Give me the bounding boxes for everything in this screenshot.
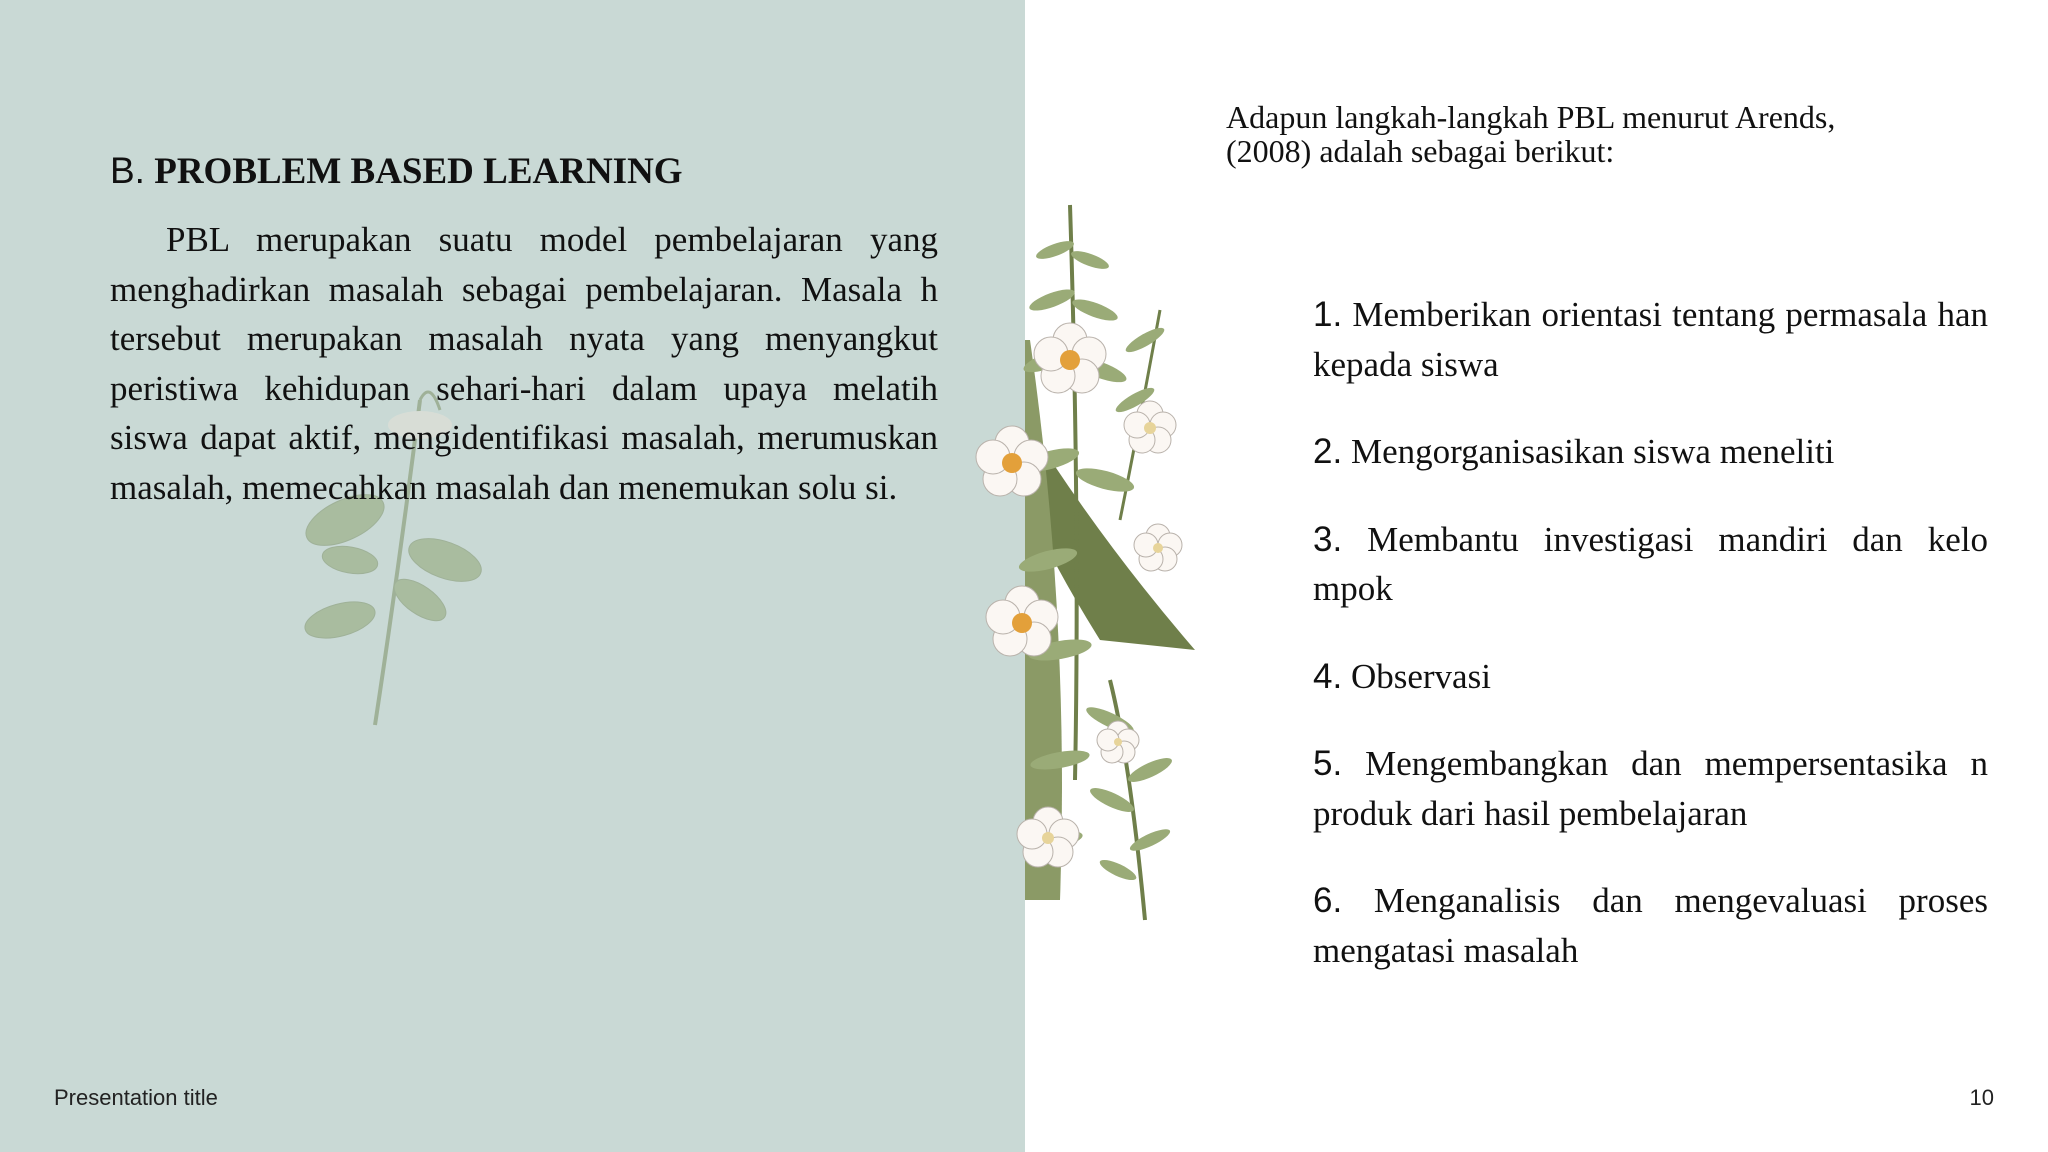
slide-number: 10: [1969, 1085, 1994, 1110]
step-number: 2.: [1313, 432, 1343, 471]
pbl-steps-list: [1313, 290, 1988, 1013]
step-number: 4.: [1313, 656, 1343, 696]
step-text: Observasi: [1350, 656, 1491, 696]
step-item: [1313, 652, 1988, 702]
step-number: 6.: [1313, 881, 1343, 920]
step-text: Mengorganisasikan siswa meneliti: [1350, 432, 1835, 471]
step-text: Mengembangkan dan mempersentasika n produk dari hasil pembelajaran: [1313, 744, 1988, 833]
step-number: 3.: [1313, 519, 1343, 559]
pbl-definition-paragraph: PBL merupakan suatu model pembelajaran yang menghadirkan masalah sebagai pembelajaran. Masala h tersebut merupakan masalah nyata yang menyangkut peristiwa kehidupan sehari-hari dalam upaya melatih siswa dapat aktif, mengidentifikasi masalah, merumuskan masalah, memecahkan masalah dan menemukan solu si.: [110, 220, 938, 507]
section-heading-title: PROBLEM BASED LEARNING: [154, 151, 683, 192]
step-item: [1313, 515, 1988, 614]
steps-intro: Adapun langkah-langkah PBL menurut Arends, (2008) adalah sebagai berikut:: [1226, 99, 1836, 169]
step-text: Memberikan orientasi tentang permasala han kepada siswa: [1313, 295, 1989, 384]
section-heading: [110, 150, 683, 193]
step-item: [1313, 290, 1988, 389]
step-number: 1.: [1313, 295, 1343, 334]
step-number: 5.: [1313, 744, 1343, 783]
step-item: [1313, 739, 1988, 838]
step-item: [1313, 876, 1988, 975]
step-text: Menganalisis dan mengevaluasi proses mengatasi masalah: [1313, 881, 1988, 970]
step-text: Membantu investigasi mandiri dan kelo mpok: [1313, 519, 1988, 608]
step-item: [1313, 427, 1988, 477]
section-heading-prefix: B.: [110, 150, 145, 191]
footer-presentation-title: Presentation title: [54, 1085, 218, 1110]
